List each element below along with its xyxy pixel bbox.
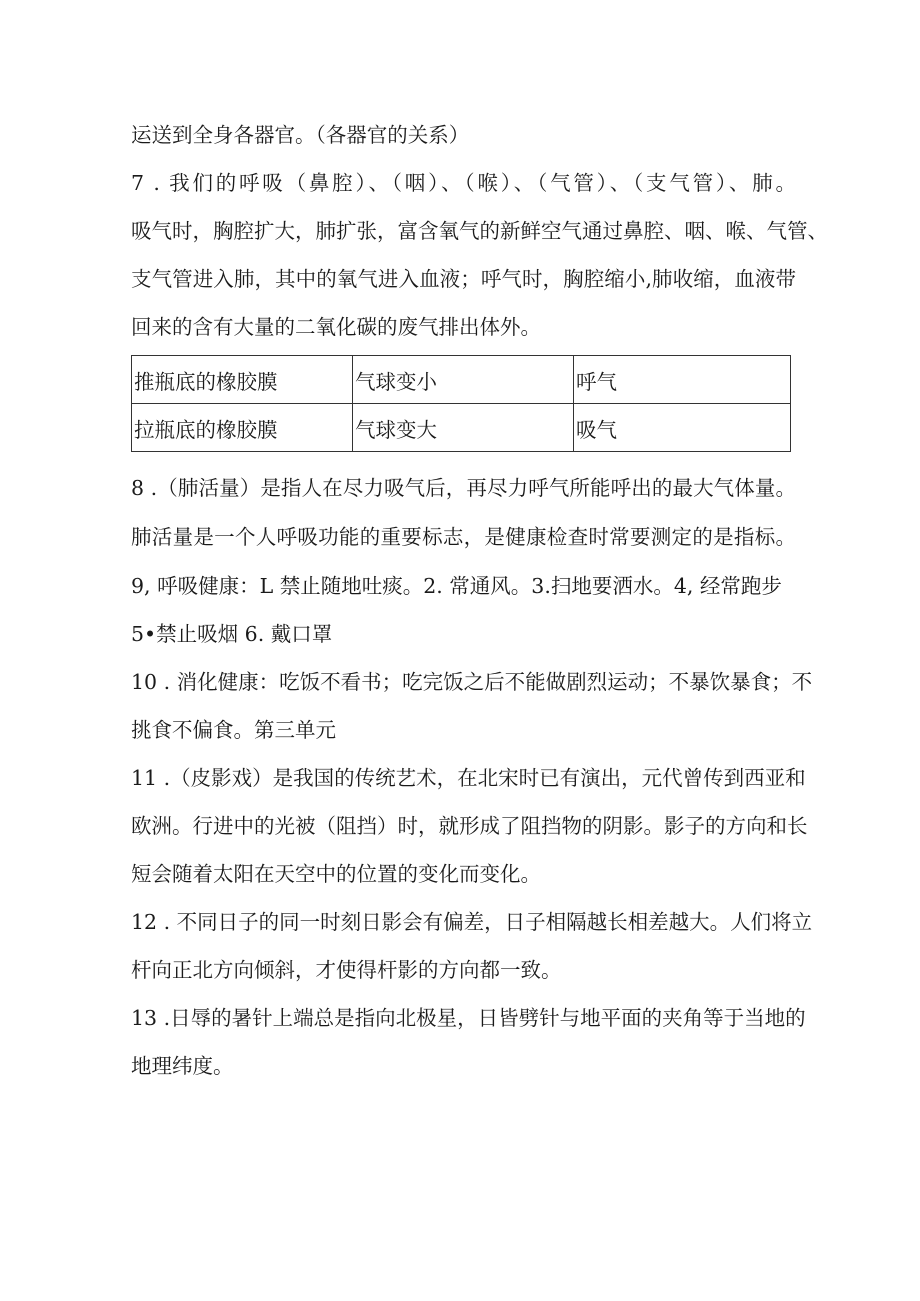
- table-cell: 推瓶底的橡胶膜: [132, 356, 353, 404]
- text-line: 欧洲。行进中的光被（阻挡）时，就形成了阻挡物的阴影。影子的方向和长: [131, 814, 808, 838]
- text-line: 挑食不偏食。第三单元: [131, 718, 336, 742]
- section-13-line: 13 .日辱的暑针上端总是指向北极星，日皆劈针与地平面的夹角等于当地的: [131, 1006, 806, 1030]
- table-cell: 吸气: [574, 404, 791, 452]
- table-row: [132, 356, 791, 404]
- table-cell: 拉瓶底的橡胶膜: [132, 404, 353, 452]
- text-line: 地理纬度。: [131, 1054, 234, 1078]
- table-cell: 呼气: [574, 356, 791, 404]
- section-12-line: 12 . 不同日子的同一时刻日影会有偏差，日子相隔越长相差越大。人们将立: [131, 910, 813, 934]
- text-line: 运送到全身各器官。（各器官的关系）: [131, 123, 470, 147]
- section-11-line: 11 .（皮影戏）是我国的传统艺术，在北宋时已有演出，元代曾传到西亚和: [131, 766, 806, 790]
- text-line: 肺活量是一个人呼吸功能的重要标志，是健康检查时常要测定的是指标。: [131, 525, 796, 549]
- text-line: 短会随着太阳在天空中的位置的变化而变化。: [131, 862, 541, 886]
- section-7-line: 7 . 我们的呼吸（鼻腔）、（咽）、（喉）、（气管）、（支气管）、肺。: [131, 171, 796, 195]
- experiment-table: [131, 355, 791, 452]
- text-line: 杆向正北方向倾斜，才使得杆影的方向都一致。: [131, 958, 562, 982]
- text-line: 回来的含有大量的二氧化碳的废气排出体外。: [131, 315, 541, 339]
- table-cell: 气球变大: [353, 404, 574, 452]
- text-line: 吸气时，胸腔扩大，肺扩张，富含氧气的新鲜空气通过鼻腔、咽、喉、气管、: [131, 219, 828, 243]
- text-line: 5•禁止吸烟 6. 戴口罩: [131, 622, 333, 646]
- table-row: [132, 404, 791, 452]
- section-10-line: 10 . 消化健康：吃饭不看书；吃完饭之后不能做剧烈运动；不暴饮暴食；不: [131, 670, 813, 694]
- section-9-line: 9, 呼吸健康：L 禁止随地吐痰。2. 常通风。3.扫地要洒水。4, 经常跑步: [131, 574, 782, 598]
- text-line: 支气管进入肺，其中的氧气进入血液；呼气时，胸腔缩小,肺收缩，血液带: [131, 267, 796, 291]
- table-cell: 气球变小: [353, 356, 574, 404]
- section-8-line: 8 .（肺活量）是指人在尽力吸气后，再尽力呼气所能呼出的最大气体量。: [131, 476, 796, 500]
